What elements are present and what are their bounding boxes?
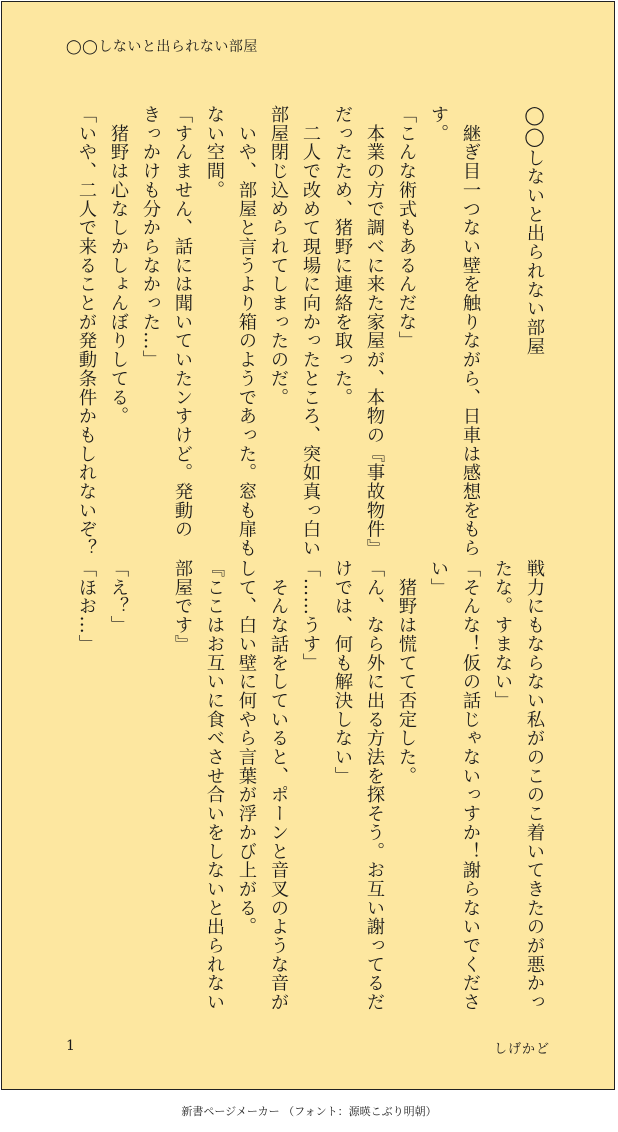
text-line: 「ほお…」 [76,559,97,654]
text-line: きっかけも分からなかった…」 [140,105,161,369]
text-line: そんな話をしていると、ポーンと音叉のような音が [268,559,289,1012]
text-line: 部屋です』 [172,559,193,654]
text-line: だったため、猪野に連絡を取った。 [332,105,353,407]
text-line [486,105,518,535]
text-line: 「いや、二人で来ることが発動条件かもしれないぞ？ [76,105,97,558]
generator-credit: 新書ページメーカー （フォント：源暎こぶり明朝） [181,1105,437,1118]
text-line: す。 [428,105,449,143]
text-line: 「すんません、話には聞いていたンすけど。発動の [172,105,193,539]
upper-text-block [60,105,550,558]
text-line: 「そんな！仮の話じゃないっすか！謝らないでくださ [460,559,481,1012]
text-line: 「こんな術式もあるんだな」 [396,105,417,351]
text-line: して、白い壁に何やら言葉が浮かび上がる。 [236,559,257,936]
text-line: い」 [428,559,449,597]
text-line [134,559,166,999]
text-line: 本業の方で調べに来た家屋が、本物の『事故物件』 [364,105,385,558]
text-line: ない空間。 [204,105,225,200]
text-line: 猪野は慌てて否定した。 [396,559,417,786]
text-line: ◯◯しないと出られない部屋 [524,105,545,356]
text-line: 戦力にもならない私がのこのこ着いてきたのが悪かっ [524,559,545,1012]
text-line: 二人で改めて現場に向かったところ、突如真っ白い [300,105,321,558]
book-page [1,1,615,1090]
author-name: しげかど [493,1042,550,1057]
text-line: けでは、何も解決しない」 [332,559,353,786]
text-line: 猪野は心なしかしょんぼりしてる。 [108,105,129,426]
text-line: 「え？」 [108,559,129,635]
text-line: 「ん、なら外に出る方法を探そう。お互い謝ってるだ [364,559,385,1012]
text-line: 『ここはお互いに食べさせ合いをしないと出られない [204,559,225,1012]
text-line: 「……うす」 [300,559,321,673]
page-number: 1 [66,1038,75,1054]
text-line: 部屋閉じ込められてしまったのだ。 [268,105,289,407]
lower-text-block [60,559,550,1012]
running-header: ◯◯しないと出られない部屋 [66,39,258,55]
text-line: たな。すまない」 [492,559,513,710]
text-line: 継ぎ目一つない壁を触りながら、日車は感想をもら [460,105,481,558]
text-line: いや、部屋と言うより箱のようであった。窓も扉も [236,105,257,558]
